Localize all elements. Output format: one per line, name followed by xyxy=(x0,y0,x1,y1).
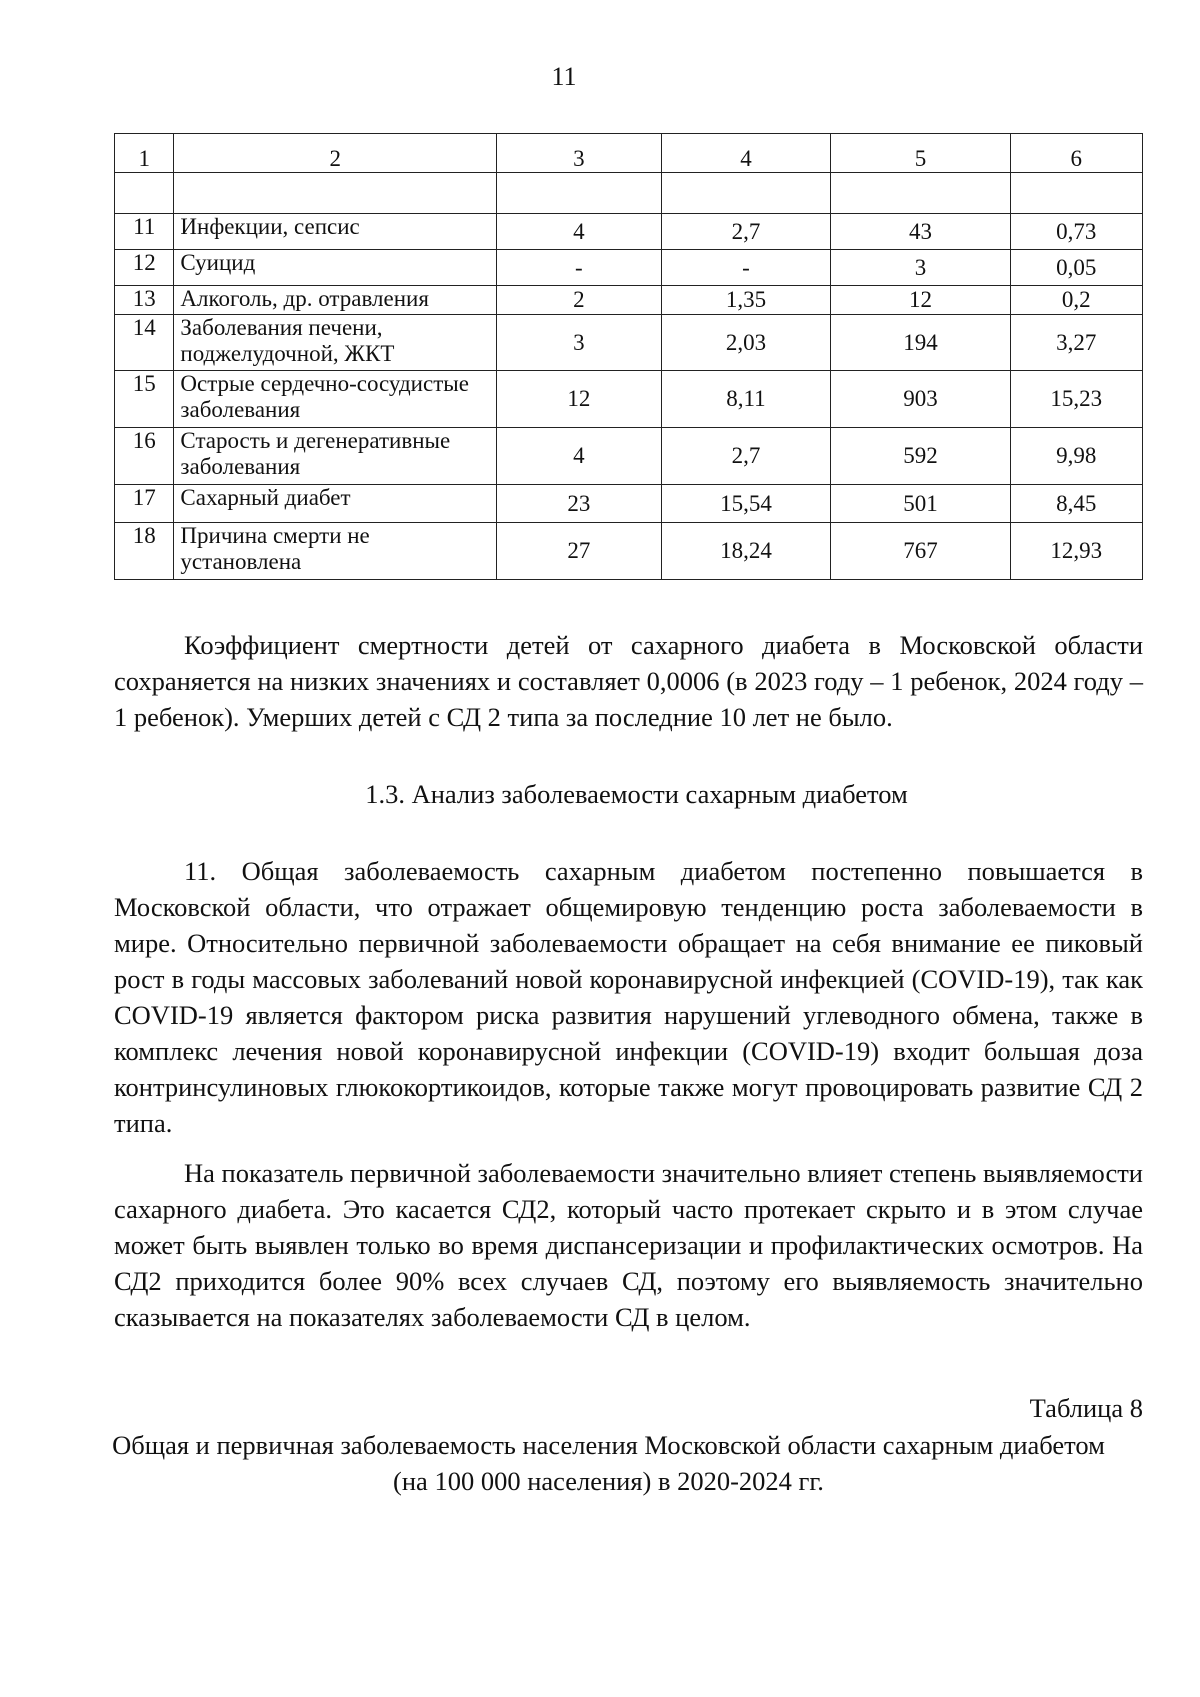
table-row xyxy=(115,485,1143,523)
page-number: 11 xyxy=(551,62,577,91)
column-header: 1 xyxy=(115,134,174,173)
table-header-row xyxy=(115,134,1143,173)
row-value: 8,11 xyxy=(661,371,831,428)
table-8-caption: Общая и первичная заболеваемость населения Московской области сахарным диабетом (на 100 000 населения) в 2020-2024 гг. xyxy=(112,1430,1105,1496)
row-value: 12,93 xyxy=(1010,523,1142,580)
row-number: 14 xyxy=(115,315,174,371)
row-cause: Инфекции, сепсис xyxy=(174,214,497,250)
row-cause: Сахарный диабет xyxy=(174,485,497,523)
table-row xyxy=(115,315,1143,371)
row-number: 16 xyxy=(115,428,174,485)
row-number: 11 xyxy=(115,214,174,250)
row-value: 0,73 xyxy=(1010,214,1142,250)
table-blank-row xyxy=(115,173,1143,214)
column-header: 6 xyxy=(1010,134,1142,173)
row-value: 0,05 xyxy=(1010,250,1142,286)
row-number: 15 xyxy=(115,371,174,428)
table-row xyxy=(115,523,1143,580)
row-value: 18,24 xyxy=(661,523,831,580)
row-cause: Суицид xyxy=(174,250,497,286)
row-value: 767 xyxy=(831,523,1010,580)
table-row xyxy=(115,250,1143,286)
row-value: - xyxy=(661,250,831,286)
row-value: 2,7 xyxy=(661,214,831,250)
column-header: 4 xyxy=(661,134,831,173)
column-header: 5 xyxy=(831,134,1010,173)
column-header: 3 xyxy=(497,134,661,173)
row-number: 13 xyxy=(115,286,174,315)
row-value: 194 xyxy=(831,315,1010,371)
row-value: 4 xyxy=(497,428,661,485)
section-title: 1.3. Анализ заболеваемости сахарным диабетом xyxy=(365,779,908,809)
row-cause: Старость и дегенеративные заболевания xyxy=(174,428,497,485)
row-value: - xyxy=(497,250,661,286)
mortality-causes-table xyxy=(114,133,1143,580)
row-value: 23 xyxy=(497,485,661,523)
row-cause: Острые сердечно-сосудистые заболевания xyxy=(174,371,497,428)
row-value: 2 xyxy=(497,286,661,315)
row-value: 501 xyxy=(831,485,1010,523)
table-row xyxy=(115,286,1143,315)
row-value: 1,35 xyxy=(661,286,831,315)
row-value: 43 xyxy=(831,214,1010,250)
paragraph-child-mortality: Коэффициент смертности детей от сахарного диабета в Московской области сохраняется на низких значениях и составляет 0,0006 (в 2023 году – 1 ребенок, 2024 году – 1 ребенок). Умерших детей с СД 2 типа за последние 10 лет не было. xyxy=(114,630,1143,732)
row-value: 2,03 xyxy=(661,315,831,371)
row-value: 3 xyxy=(497,315,661,371)
row-value: 9,98 xyxy=(1010,428,1142,485)
row-value: 0,2 xyxy=(1010,286,1142,315)
table-row xyxy=(115,428,1143,485)
paragraph-detection-rate: На показатель первичной заболеваемости значительно влияет степень выявляемости сахарного диабета. Это касается СД2, который часто протекает скрыто и в этом случае может быть выявлен только во время диспансеризации и профилактических осмотров. На СД2 приходится более 90% всех случаев СД, поэтому его выявляемость значительно сказывается на показателях заболеваемости СД в целом. xyxy=(114,1158,1143,1332)
row-value: 12 xyxy=(497,371,661,428)
row-value: 15,54 xyxy=(661,485,831,523)
row-cause: Алкоголь, др. отравления xyxy=(174,286,497,315)
row-value: 903 xyxy=(831,371,1010,428)
row-number: 17 xyxy=(115,485,174,523)
row-value: 4 xyxy=(497,214,661,250)
row-value: 2,7 xyxy=(661,428,831,485)
paragraph-general-incidence: 11. Общая заболеваемость сахарным диабетом постепенно повышается в Московской области, что отражает общемировую тенденцию роста заболеваемости в мире. Относительно первичной заболеваемости обращает на себя внимание ее пиковый рост в годы массовых заболеваний новой коронавирусной инфекцией (COVID-19), так как COVID-19 является фактором риска развития нарушений углеводного обмена, также в комплекс лечения новой коронавирусной инфекции (COVID-19) входит большая доза контринсулиновых глюкокортикоидов, которые также могут провоцировать развитие СД 2 типа. xyxy=(114,856,1143,1138)
row-number: 12 xyxy=(115,250,174,286)
row-cause: Причина смерти не установлена xyxy=(174,523,497,580)
row-value: 8,45 xyxy=(1010,485,1142,523)
row-value: 592 xyxy=(831,428,1010,485)
row-number: 18 xyxy=(115,523,174,580)
row-value: 12 xyxy=(831,286,1010,315)
row-value: 27 xyxy=(497,523,661,580)
table-8-label: Таблица 8 xyxy=(1029,1393,1143,1423)
column-header: 2 xyxy=(174,134,497,173)
row-value: 3,27 xyxy=(1010,315,1142,371)
row-cause: Заболевания печени, поджелудочной, ЖКТ xyxy=(174,315,497,371)
row-value: 3 xyxy=(831,250,1010,286)
table-row xyxy=(115,214,1143,250)
row-value: 15,23 xyxy=(1010,371,1142,428)
table-row xyxy=(115,371,1143,428)
